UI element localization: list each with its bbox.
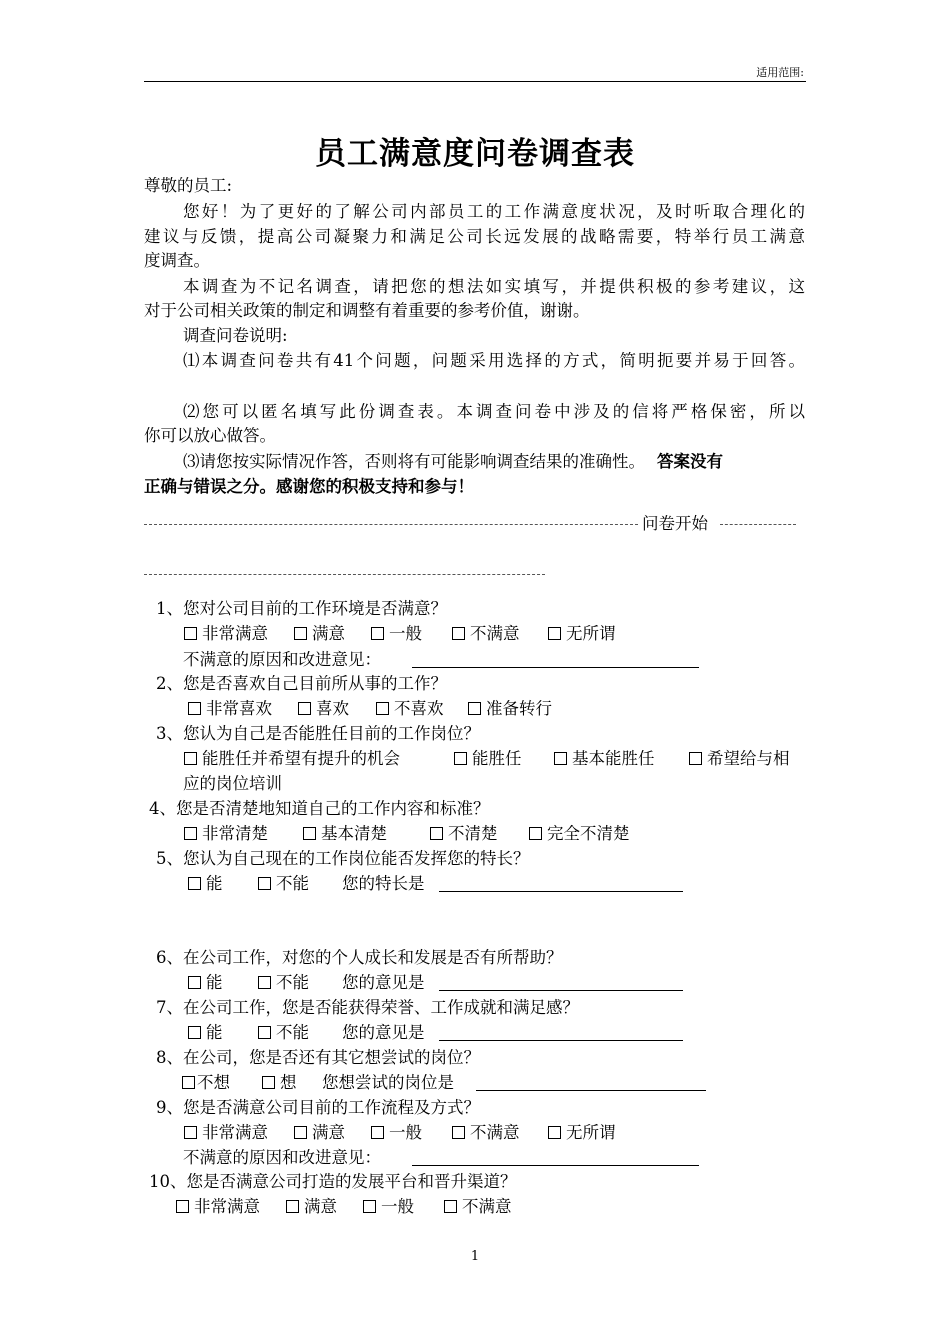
intro-paragraph-1-line-1: 您好！为了更好的了解公司内部员工的工作满意度状况，及时听取合理化的: [183, 202, 805, 221]
q1-followup-label: 不满意的原因和改进意见：: [183, 650, 381, 669]
q8-followup-label: 您想尝试的岗位是: [322, 1073, 454, 1092]
checkbox-icon[interactable]: [188, 702, 201, 715]
header-rule: [144, 81, 806, 82]
question-8: 8、在公司，您是否还有其它想尝试的岗位？: [156, 1048, 480, 1067]
q1-followup-blank[interactable]: [412, 667, 699, 668]
checkbox-icon[interactable]: [188, 976, 201, 989]
q6-followup-label: 您的意见是: [342, 973, 425, 992]
q8-option-2[interactable]: 想: [262, 1073, 297, 1093]
checkbox-icon[interactable]: [182, 1076, 195, 1089]
checkbox-icon[interactable]: [294, 627, 307, 640]
q3-option-4[interactable]: 希望给与相: [689, 749, 790, 769]
checkbox-icon[interactable]: [454, 752, 467, 765]
q5-followup-label: 您的特长是: [342, 874, 425, 893]
checkbox-icon[interactable]: [444, 1200, 457, 1213]
q7-followup-label: 您的意见是: [342, 1023, 425, 1042]
q2-option-1[interactable]: 非常喜欢: [188, 699, 272, 719]
checkbox-icon[interactable]: [452, 627, 465, 640]
page-title: 员工满意度问卷调查表: [315, 136, 635, 172]
salutation: 尊敬的员工:: [144, 176, 233, 195]
q8-option-1[interactable]: 不想: [182, 1073, 230, 1093]
q3-option-3[interactable]: 基本能胜任: [554, 749, 655, 769]
q3-option-1[interactable]: 能胜任并希望有提升的机会: [184, 749, 400, 769]
q2-option-4[interactable]: 准备转行: [468, 699, 552, 719]
q1-option-1[interactable]: 非常满意: [184, 624, 268, 644]
q6-option-2[interactable]: 不能: [258, 973, 309, 993]
header-scope-label: 适用范围:: [756, 66, 804, 79]
question-1: 1、您对公司目前的工作环境是否满意？: [156, 599, 447, 618]
checkbox-icon[interactable]: [452, 1126, 465, 1139]
notes-heading: 调查问卷说明:: [183, 326, 288, 345]
q10-option-2[interactable]: 满意: [286, 1197, 337, 1217]
note-3-bold-a: 答案没有: [657, 452, 723, 471]
checkbox-icon[interactable]: [298, 702, 311, 715]
question-3: 3、您认为自己是否能胜任目前的工作岗位？: [156, 724, 480, 743]
checkbox-icon[interactable]: [468, 702, 481, 715]
q5-option-1[interactable]: 能: [188, 874, 223, 894]
q10-option-3[interactable]: 一般: [363, 1197, 414, 1217]
q9-followup-label: 不满意的原因和改进意见：: [183, 1148, 381, 1167]
q2-option-3[interactable]: 不喜欢: [376, 699, 444, 719]
question-7: 7、在公司工作，您是否能获得荣誉、工作成就和满足感？: [156, 998, 579, 1017]
question-2: 2、您是否喜欢自己目前所从事的工作？: [156, 674, 447, 693]
q9-option-1[interactable]: 非常满意: [184, 1123, 268, 1143]
q5-followup-blank[interactable]: [439, 891, 683, 892]
divider-dashes-left: [144, 524, 638, 525]
q4-option-4[interactable]: 完全不清楚: [529, 824, 630, 844]
checkbox-icon[interactable]: [258, 877, 271, 890]
q9-followup-blank[interactable]: [412, 1165, 699, 1166]
q6-followup-blank[interactable]: [439, 990, 683, 991]
q10-option-4[interactable]: 不满意: [444, 1197, 512, 1217]
q3-option-2[interactable]: 能胜任: [454, 749, 522, 769]
q4-option-1[interactable]: 非常清楚: [184, 824, 268, 844]
intro-paragraph-2-line-2: 对于公司相关政策的制定和调整有着重要的参考价值，谢谢。: [144, 301, 590, 320]
intro-paragraph-1-line-2: 建议与反馈，提高公司凝聚力和满足公司长远发展的战略需要，特举行员工满意: [144, 227, 805, 246]
checkbox-icon[interactable]: [258, 976, 271, 989]
q5-option-2[interactable]: 不能: [258, 874, 309, 894]
checkbox-icon[interactable]: [184, 627, 197, 640]
q9-option-5[interactable]: 无所谓: [548, 1123, 616, 1143]
q6-option-1[interactable]: 能: [188, 973, 223, 993]
checkbox-icon[interactable]: [184, 827, 197, 840]
checkbox-icon[interactable]: [371, 1126, 384, 1139]
divider-dashes-right: [720, 524, 796, 525]
q7-followup-blank[interactable]: [439, 1040, 683, 1041]
q7-option-2[interactable]: 不能: [258, 1023, 309, 1043]
page-number: 1: [470, 1249, 480, 1264]
divider-label: 问卷开始: [642, 514, 708, 533]
question-10: 10、您是否满意公司打造的发展平台和晋升渠道？: [149, 1172, 517, 1191]
q9-option-3[interactable]: 一般: [371, 1123, 422, 1143]
q8-followup-blank[interactable]: [476, 1090, 706, 1091]
note-3-bold-b: 正确与错误之分。感谢您的积极支持和参与！: [144, 477, 474, 496]
question-4: 4、您是否清楚地知道自己的工作内容和标准？: [149, 799, 490, 818]
checkbox-icon[interactable]: [262, 1076, 275, 1089]
checkbox-icon[interactable]: [188, 877, 201, 890]
checkbox-icon[interactable]: [184, 1126, 197, 1139]
q9-option-4[interactable]: 不满意: [452, 1123, 520, 1143]
note-2-line-2: 你可以放心做答。: [144, 426, 276, 445]
checkbox-icon[interactable]: [294, 1126, 307, 1139]
checkbox-icon[interactable]: [371, 627, 384, 640]
q1-option-3[interactable]: 一般: [371, 624, 422, 644]
checkbox-icon[interactable]: [303, 827, 316, 840]
question-9: 9、您是否满意公司目前的工作流程及方式？: [156, 1098, 480, 1117]
note-3: [183, 452, 723, 472]
q3-option-continuation: 应的岗位培训: [183, 774, 282, 793]
note-3-plain: ⑶请您按实际情况作答，否则将有可能影响调查结果的准确性。: [183, 452, 645, 471]
intro-paragraph-2-line-1: 本调查为不记名调查，请把您的想法如实填写，并提供积极的参考建议，这: [183, 277, 805, 296]
q4-option-2[interactable]: 基本清楚: [303, 824, 387, 844]
checkbox-icon[interactable]: [363, 1200, 376, 1213]
checkbox-icon[interactable]: [258, 1026, 271, 1039]
checkbox-icon[interactable]: [188, 1026, 201, 1039]
question-6: 6、在公司工作，对您的个人成长和发展是否有所帮助？: [156, 948, 563, 967]
checkbox-icon[interactable]: [376, 702, 389, 715]
note-2-line-1: ⑵您可以匿名填写此份调查表。本调查问卷中涉及的信将严格保密，所以: [183, 402, 805, 421]
question-5: 5、您认为自己现在的工作岗位能否发挥您的特长？: [156, 849, 530, 868]
checkbox-icon[interactable]: [548, 1126, 561, 1139]
checkbox-icon[interactable]: [554, 752, 567, 765]
q7-option-1[interactable]: 能: [188, 1023, 223, 1043]
q1-option-5[interactable]: 无所谓: [548, 624, 616, 644]
q9-option-2[interactable]: 满意: [294, 1123, 345, 1143]
checkbox-icon[interactable]: [430, 827, 443, 840]
note-1: ⑴本调查问卷共有41个问题，问题采用选择的方式，简明扼要并易于回答。: [183, 351, 805, 370]
q2-option-2[interactable]: 喜欢: [298, 699, 349, 719]
checkbox-icon[interactable]: [529, 827, 542, 840]
checkbox-icon[interactable]: [286, 1200, 299, 1213]
q10-option-1[interactable]: 非常满意: [176, 1197, 260, 1217]
checkbox-icon[interactable]: [548, 627, 561, 640]
q1-option-2[interactable]: 满意: [294, 624, 345, 644]
intro-paragraph-1-line-3: 度调查。: [144, 251, 210, 270]
divider-dashes-second: [144, 574, 545, 575]
q4-option-3[interactable]: 不清楚: [430, 824, 498, 844]
checkbox-icon[interactable]: [184, 752, 197, 765]
checkbox-icon[interactable]: [176, 1200, 189, 1213]
q1-option-4[interactable]: 不满意: [452, 624, 520, 644]
checkbox-icon[interactable]: [689, 752, 702, 765]
